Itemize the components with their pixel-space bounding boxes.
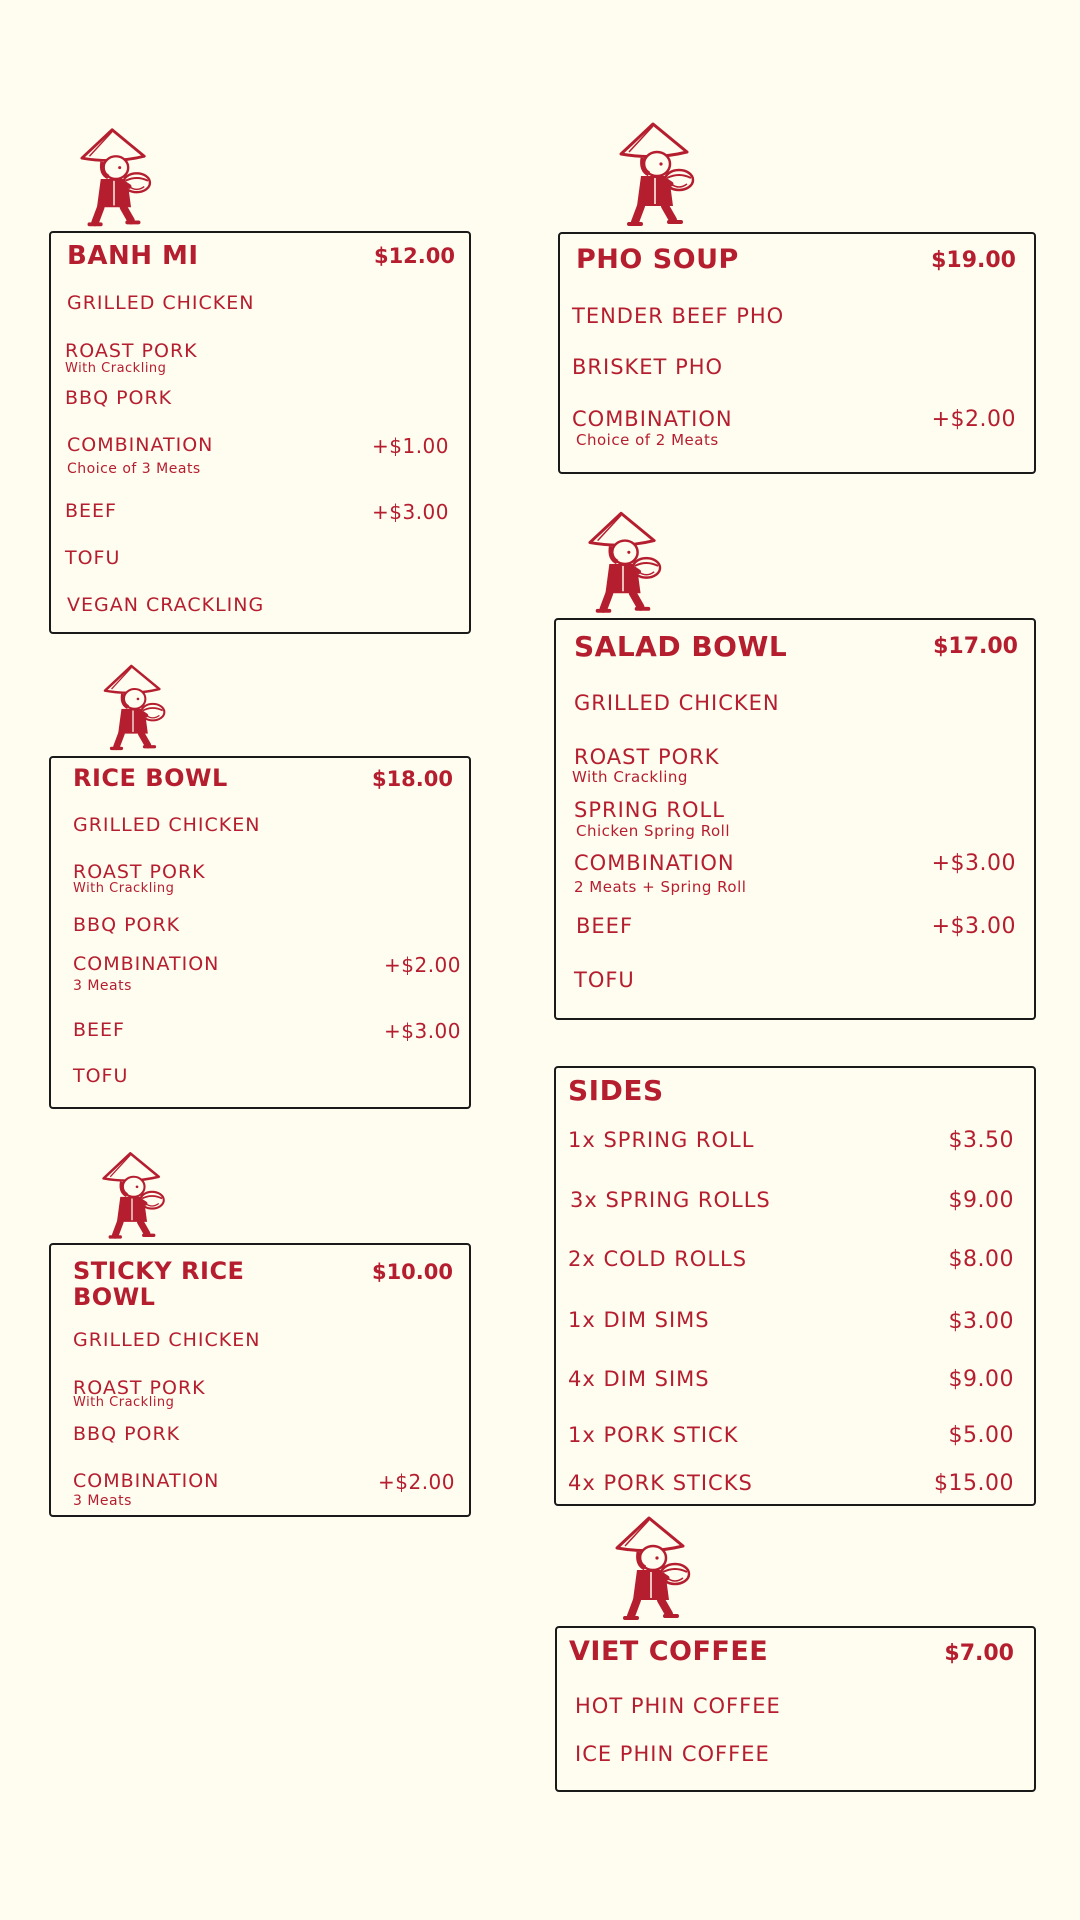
- waiter-with-conical-hat-icon: [98, 1150, 166, 1242]
- rice-bowl-title: RICE BOWL: [73, 764, 228, 792]
- menu-item: 3x SPRING ROLLS: [570, 1188, 771, 1212]
- salad-bowl-card: [554, 618, 1036, 1020]
- banh-mi-price: $12.00: [373, 244, 455, 268]
- menu-item: BEEF: [576, 914, 634, 938]
- waiter-with-conical-hat-icon: [584, 508, 662, 618]
- menu-item-addon-price: +$2.00: [377, 1470, 455, 1494]
- menu-item-note: With Crackling: [73, 881, 175, 896]
- menu-item-price: $8.00: [948, 1247, 1014, 1272]
- menu-item: 4x PORK STICKS: [568, 1471, 753, 1495]
- viet-coffee-price: $7.00: [944, 1641, 1014, 1666]
- menu-item: VEGAN CRACKLING: [67, 594, 265, 616]
- menu-item-addon-price: +$3.00: [371, 500, 449, 524]
- menu-item-price: $5.00: [948, 1423, 1014, 1448]
- menu-item: BEEF: [65, 500, 117, 522]
- menu-item: GRILLED CHICKEN: [73, 814, 261, 836]
- waiter-with-conical-hat-icon: [610, 1514, 692, 1624]
- menu-item: 4x DIM SIMS: [568, 1367, 710, 1391]
- menu-item-price: $3.00: [948, 1309, 1014, 1334]
- menu-item-note: With Crackling: [572, 768, 688, 786]
- menu-item: ROAST PORK: [65, 340, 198, 362]
- menu-item: 1x DIM SIMS: [568, 1308, 710, 1332]
- menu-item: TOFU: [65, 547, 121, 569]
- menu-item-addon-price: +$3.00: [931, 914, 1016, 939]
- menu-item: GRILLED CHICKEN: [67, 292, 255, 314]
- waiter-with-conical-hat-icon: [100, 660, 166, 756]
- menu-item: GRILLED CHICKEN: [73, 1329, 261, 1351]
- menu-item: COMBINATION: [73, 1470, 220, 1492]
- viet-coffee-title: VIET COFFEE: [569, 1636, 769, 1667]
- sticky-rice-bowl-title: BOWL: [73, 1283, 156, 1311]
- sticky-rice-bowl-card: [49, 1243, 471, 1517]
- menu-item-price: $9.00: [948, 1188, 1014, 1213]
- menu-item: ROAST PORK: [73, 1377, 206, 1399]
- menu-item: ROAST PORK: [73, 861, 206, 883]
- menu-item: ROAST PORK: [574, 745, 720, 769]
- menu-item-note: 2 Meats + Spring Roll: [574, 878, 747, 896]
- menu-item: HOT PHIN COFFEE: [575, 1694, 781, 1718]
- menu-item-note: Chicken Spring Roll: [576, 822, 730, 840]
- menu-item-addon-price: +$3.00: [931, 851, 1016, 876]
- rice-bowl-price: $18.00: [371, 767, 453, 791]
- salad-bowl-price: $17.00: [933, 634, 1018, 659]
- menu-item: BEEF: [73, 1019, 125, 1041]
- sticky-rice-bowl-price: $10.00: [371, 1260, 453, 1284]
- menu-item: 1x PORK STICK: [568, 1423, 739, 1447]
- menu-item-addon-price: +$2.00: [931, 407, 1016, 432]
- menu-item: BRISKET PHO: [572, 355, 724, 379]
- rice-bowl-card: [49, 756, 471, 1109]
- waiter-with-conical-hat-icon: [612, 120, 698, 230]
- pho-soup-title: PHO SOUP: [576, 244, 739, 275]
- menu-item: COMBINATION: [574, 851, 735, 875]
- menu-item: 2x COLD ROLLS: [568, 1247, 748, 1271]
- menu-item: COMBINATION: [73, 953, 220, 975]
- waiter-with-conical-hat-icon: [72, 126, 156, 230]
- menu-item: COMBINATION: [67, 434, 214, 456]
- sides-card: [554, 1066, 1036, 1506]
- menu-item-note: 3 Meats: [73, 1493, 132, 1509]
- menu-item: TOFU: [574, 968, 635, 992]
- salad-bowl-title: SALAD BOWL: [574, 630, 788, 663]
- menu-item-note: With Crackling: [73, 1395, 175, 1410]
- menu-item-addon-price: +$2.00: [383, 953, 461, 977]
- menu-item: 1x SPRING ROLL: [568, 1128, 755, 1152]
- menu-item: BBQ PORK: [65, 387, 173, 409]
- viet-coffee-card: [555, 1626, 1036, 1792]
- menu-item-price: $3.50: [948, 1128, 1014, 1153]
- menu-item-note: With Crackling: [65, 361, 167, 376]
- menu-item-note: Choice of 2 Meats: [576, 431, 719, 449]
- menu-item: TENDER BEEF PHO: [572, 304, 785, 328]
- menu-item: BBQ PORK: [73, 914, 181, 936]
- menu-item-price: $9.00: [948, 1367, 1014, 1392]
- pho-soup-price: $19.00: [931, 248, 1016, 273]
- banh-mi-title: BANH MI: [67, 241, 199, 271]
- pho-soup-card: [558, 232, 1036, 474]
- menu-item: SPRING ROLL: [574, 798, 725, 822]
- sides-title: SIDES: [568, 1074, 664, 1107]
- menu-item: TOFU: [73, 1065, 129, 1087]
- menu-item: ICE PHIN COFFEE: [575, 1742, 770, 1766]
- menu-item-addon-price: +$1.00: [371, 434, 449, 458]
- menu-item-note: Choice of 3 Meats: [67, 461, 201, 477]
- menu-item-note: 3 Meats: [73, 978, 132, 994]
- menu-item: COMBINATION: [572, 407, 733, 431]
- menu-item: BBQ PORK: [73, 1423, 181, 1445]
- menu-item: GRILLED CHICKEN: [574, 691, 780, 715]
- sticky-rice-bowl-title: STICKY RICE: [73, 1257, 245, 1285]
- menu-item-price: $15.00: [934, 1471, 1014, 1496]
- menu-item-addon-price: +$3.00: [383, 1019, 461, 1043]
- banh-mi-card: [49, 231, 471, 634]
